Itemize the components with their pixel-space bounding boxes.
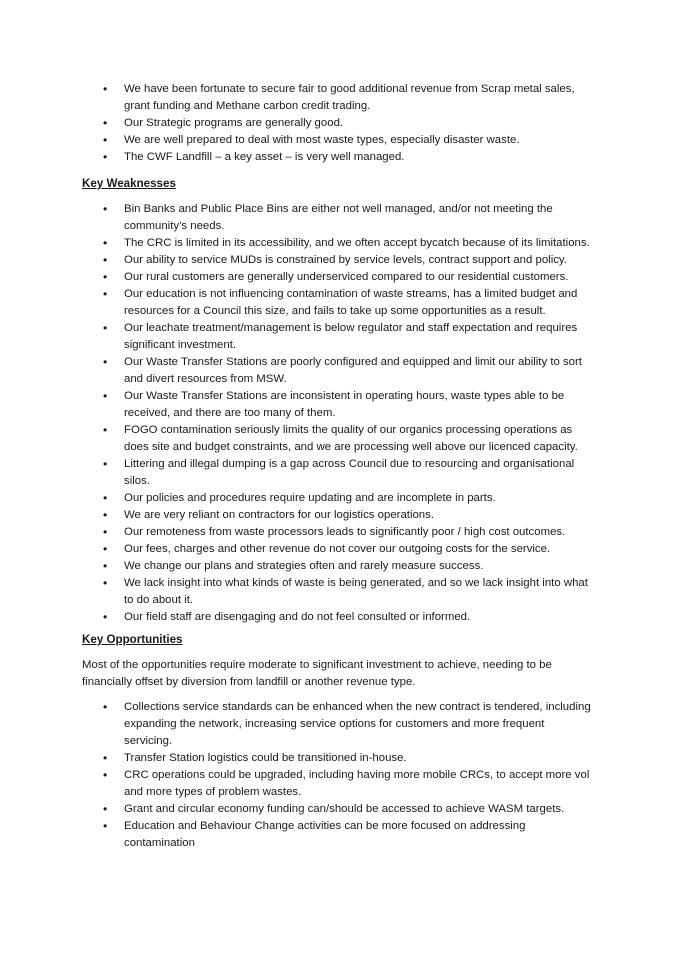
opportunities-intro-paragraph: Most of the opportunities require moderate to significant investment to achieve, needing to be financially offset by diversion from landfill or another revenue type. — [82, 659, 552, 688]
list-item: • Our education is not influencing contamination of waste streams, has a limited budget and resources for a Council this size, and fails to take up some opportunities as a result. — [0, 286, 675, 320]
list-item: • Our remoteness from waste processors leads to significantly poor / high cost outcomes. — [0, 524, 675, 541]
list-item: • Collections service standards can be enhanced when the new contract is tendered, including expanding the network, increasing service options for customers and more frequent servicing. — [0, 699, 675, 750]
list-item: • The CWF Landfill – a key asset – is very well managed. — [0, 149, 675, 166]
weaknesses-list — [0, 201, 675, 626]
list-item: • Our Waste Transfer Stations are poorly configured and equipped and limit our ability to sort and divert resources from MSW. — [0, 354, 675, 388]
list-item: • Our policies and procedures require updating and are incomplete in parts. — [0, 490, 675, 507]
list-item: • Education and Behaviour Change activities can be more focused on addressing contamination — [0, 818, 675, 852]
list-item: • Our leachate treatment/management is below regulator and staff expectation and requires significant investment. — [0, 320, 675, 354]
list-item: • We are well prepared to deal with most waste types, especially disaster waste. — [0, 132, 675, 149]
list-item: • CRC operations could be upgraded, including having more mobile CRCs, to accept more vol and more types of problem wastes. — [0, 767, 675, 801]
opportunities-list — [0, 699, 675, 852]
list-item: • Our ability to service MUDs is constrained by service levels, contract support and policy. — [0, 252, 675, 269]
list-item: • Bin Banks and Public Place Bins are either not well managed, and/or not meeting the community’s needs. — [0, 201, 675, 235]
list-item: • We have been fortunate to secure fair to good additional revenue from Scrap metal sales, grant funding and Methane carbon credit trading. — [0, 81, 675, 115]
list-item: • The CRC is limited in its accessibility, and we often accept bycatch because of its limitations. — [0, 235, 675, 252]
list-item: • Transfer Station logistics could be transitioned in-house. — [0, 750, 675, 767]
key-weaknesses-heading: Key Weaknesses — [82, 177, 176, 190]
strengths-list-continued — [0, 81, 675, 166]
list-item: • Our Waste Transfer Stations are inconsistent in operating hours, waste types able to be received, and there are too many of them. — [0, 388, 675, 422]
key-opportunities-heading: Key Opportunities — [82, 633, 183, 646]
list-item: • We are very reliant on contractors for our logistics operations. — [0, 507, 675, 524]
list-item: • Littering and illegal dumping is a gap across Council due to resourcing and organisational silos. — [0, 456, 675, 490]
list-item: • Grant and circular economy funding can/should be accessed to achieve WASM targets. — [0, 801, 675, 818]
list-item: • Our field staff are disengaging and do not feel consulted or informed. — [0, 609, 675, 626]
list-item: • FOGO contamination seriously limits the quality of our organics processing operations as does site and budget constraints, and we are processing well above our licenced capacity. — [0, 422, 675, 456]
list-item: • Our Strategic programs are generally good. — [0, 115, 675, 132]
list-item: • We change our plans and strategies often and rarely measure success. — [0, 558, 675, 575]
list-item: • We lack insight into what kinds of waste is being generated, and so we lack insight into what to do about it. — [0, 575, 675, 609]
list-item: • Our fees, charges and other revenue do not cover our outgoing costs for the service. — [0, 541, 675, 558]
list-item: • Our rural customers are generally underserviced compared to our residential customers. — [0, 269, 675, 286]
